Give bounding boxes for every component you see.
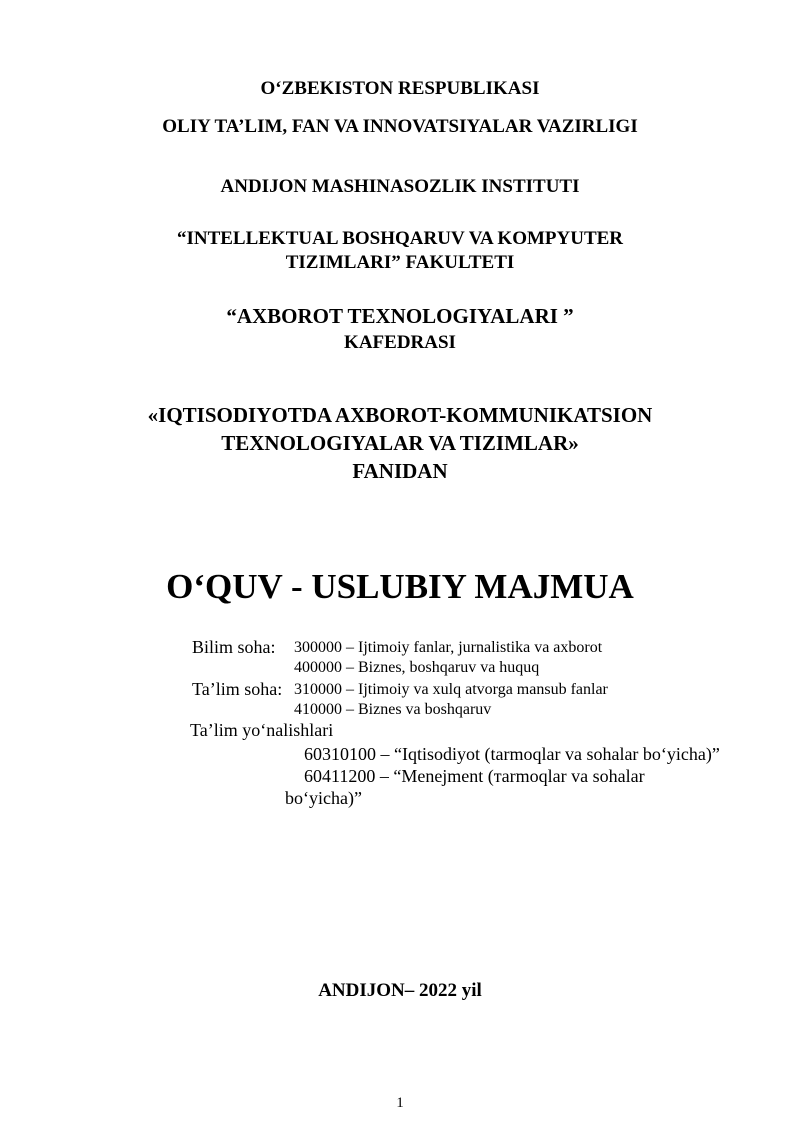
faculty-heading-line2: TIZIMLARI” FAKULTETI xyxy=(285,252,515,273)
yonalish-label: Ta’lim yo‘nalishlari xyxy=(190,720,334,740)
yonalish-item-1: 60310100 – “Iqtisodiyot (tarmoqlar va sohalar bo‘yicha)” xyxy=(304,744,720,764)
subject-heading-line1: «IQTISODIYOTDA AXBOROT-KOMMUNIKATSION xyxy=(147,403,653,427)
republic-heading: O‘ZBEKISTON RESPUBLIKASI xyxy=(260,78,540,99)
talim-item-2: 410000 – Biznes va boshqaruv xyxy=(294,701,492,718)
department-heading-line1: “AXBOROT TEXNOLOGIYALARI ” xyxy=(226,304,574,328)
ministry-heading: OLIY TA’LIM, FAN VA INNOVATSIYALAR VAZIRLIGI xyxy=(162,116,638,137)
department-heading-line2: KAFEDRASI xyxy=(344,332,456,353)
subject-heading-line2: TEXNOLOGIYALAR VA TIZIMLAR» xyxy=(221,431,579,455)
talim-item-1: 310000 – Ijtimoiy va xulq atvorga mansub fanlar xyxy=(294,681,608,698)
bilim-label: Bilim soha: xyxy=(192,637,276,657)
document-title: O‘QUV - USLUBIY MAJMUA xyxy=(166,567,634,606)
subject-heading-line3: FANIDAN xyxy=(352,459,448,483)
yonalish-item-2-continued: bo‘yicha)” xyxy=(285,788,362,808)
faculty-heading-line1: “INTELLEKTUAL BOSHQARUV VA KOMPYUTER xyxy=(176,228,624,249)
page-number: 1 xyxy=(396,1095,404,1111)
bilim-item-2: 400000 – Biznes, boshqaruv va huquq xyxy=(294,659,540,676)
institute-heading: ANDIJON MASHINASOZLIK INSTITUTI xyxy=(220,176,580,197)
bilim-item-1: 300000 – Ijtimoiy fanlar, jurnalistika va axborot xyxy=(294,639,603,656)
yonalish-item-2: 60411200 – “Menejment (тarmoqlar va sohalar xyxy=(304,766,645,786)
place-year: ANDIJON– 2022 yil xyxy=(318,980,482,1001)
talim-label: Ta’lim soha: xyxy=(192,679,283,699)
